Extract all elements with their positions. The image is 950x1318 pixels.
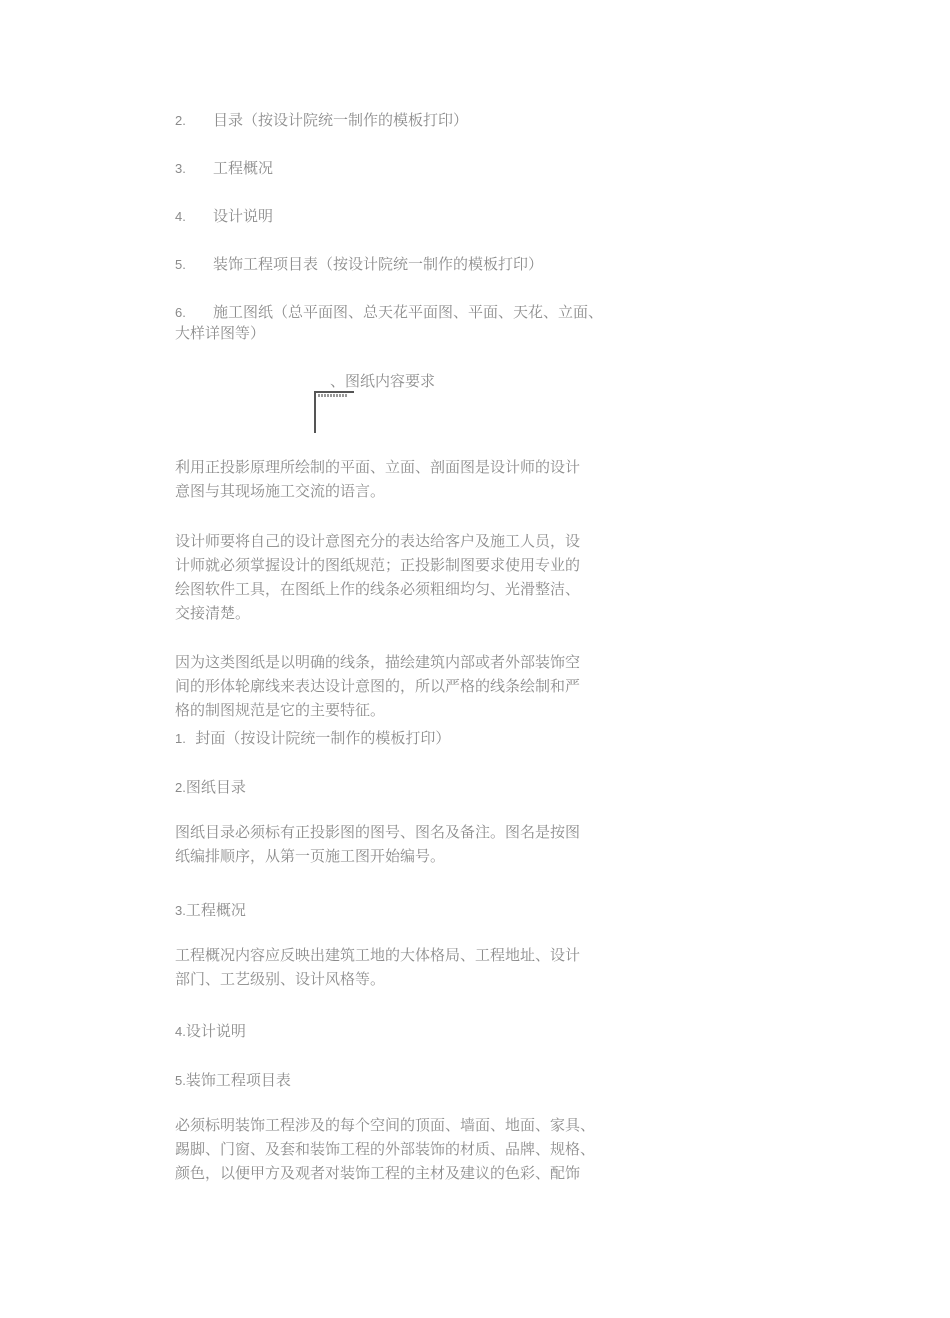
toc-item-2	[175, 108, 468, 133]
paragraph-line: 踢脚、门窗、及套和装饰工程的外部装饰的材质、品牌、规格、	[175, 1140, 596, 1158]
paragraph-line: 绘图软件工具，在图纸上作的线条必须粗细均匀、光滑整洁、	[175, 580, 581, 598]
paragraph-line: 间的形体轮廓线来表达设计意图的，所以严格的线条绘制和严	[175, 677, 581, 695]
paragraph-decoration-items	[175, 1113, 645, 1185]
paragraph-line: 部门、工艺级别、设计风格等。	[175, 970, 386, 988]
paragraph-line: 交接清楚。	[175, 604, 251, 622]
toc-item-4	[175, 204, 273, 229]
paragraph-line: 工程概况内容应反映出建筑工地的大体格局、工程地址、设计	[175, 946, 581, 964]
paragraph-designer-requirements	[175, 529, 645, 625]
heading-number: 2.	[175, 780, 186, 795]
heading-number: 4.	[175, 1024, 186, 1039]
bracket-texture	[318, 394, 348, 397]
toc-item-6-continued: 大样详图等）	[175, 324, 266, 342]
heading-cover	[175, 726, 450, 751]
heading-text: 工程概况	[185, 901, 246, 919]
paragraph-line-features	[175, 650, 645, 722]
heading-drawing-index	[175, 775, 246, 800]
toc-number: 5.	[175, 257, 186, 272]
toc-text: 施工图纸（总平面图、总天花平面图、平面、天花、立面、	[213, 303, 604, 321]
paragraph-line: 格的制图规范是它的主要特征。	[175, 701, 386, 719]
toc-item-5	[175, 252, 543, 277]
paragraph-line: 必须标明装饰工程涉及的每个空间的顶面、墙面、地面、家具、	[175, 1116, 596, 1134]
section-heading: 、图纸内容要求	[330, 372, 436, 390]
toc-text: 工程概况	[213, 159, 274, 177]
paragraph-projection-principle	[175, 455, 645, 503]
paragraph-drawing-index	[175, 820, 645, 868]
paragraph-line: 因为这类图纸是以明确的线条，描绘建筑内部或者外部装饰空	[175, 653, 581, 671]
heading-text: 封面（按设计院统一制作的模板打印）	[195, 729, 451, 747]
paragraph-line: 纸编排顺序，从第一页施工图开始编号。	[175, 847, 446, 865]
paragraph-line: 利用正投影原理所绘制的平面、立面、剖面图是设计师的设计	[175, 458, 581, 476]
heading-project-overview	[175, 898, 246, 923]
heading-number: 1.	[175, 731, 186, 746]
paragraph-line: 意图与其现场施工交流的语言。	[175, 482, 386, 500]
heading-text: 图纸目录	[185, 778, 246, 796]
toc-number: 3.	[175, 161, 186, 176]
paragraph-line: 颜色，以便甲方及观者对装饰工程的主材及建议的色彩、配饰	[175, 1164, 581, 1182]
heading-text: 设计说明	[185, 1022, 246, 1040]
paragraph-line: 设计师要将自己的设计意图充分的表达给客户及施工人员，设	[175, 532, 581, 550]
toc-number: 2.	[175, 113, 186, 128]
toc-text: 设计说明	[213, 207, 274, 225]
toc-number: 6.	[175, 305, 186, 320]
toc-text: 目录（按设计院统一制作的模板打印）	[213, 111, 469, 129]
heading-decoration-items	[175, 1068, 291, 1093]
heading-number: 3.	[175, 903, 186, 918]
corner-bracket-graphic	[314, 391, 354, 433]
heading-number: 5.	[175, 1073, 186, 1088]
paragraph-project-overview	[175, 943, 645, 991]
toc-number: 4.	[175, 209, 186, 224]
toc-item-3	[175, 156, 273, 181]
paragraph-line: 图纸目录必须标有正投影图的图号、图名及备注。图名是按图	[175, 823, 581, 841]
heading-text: 装饰工程项目表	[185, 1071, 291, 1089]
paragraph-line: 计师就必须掌握设计的图纸规范；正投影制图要求使用专业的	[175, 556, 581, 574]
toc-text: 装饰工程项目表（按设计院统一制作的模板打印）	[213, 255, 544, 273]
heading-design-notes	[175, 1019, 246, 1044]
